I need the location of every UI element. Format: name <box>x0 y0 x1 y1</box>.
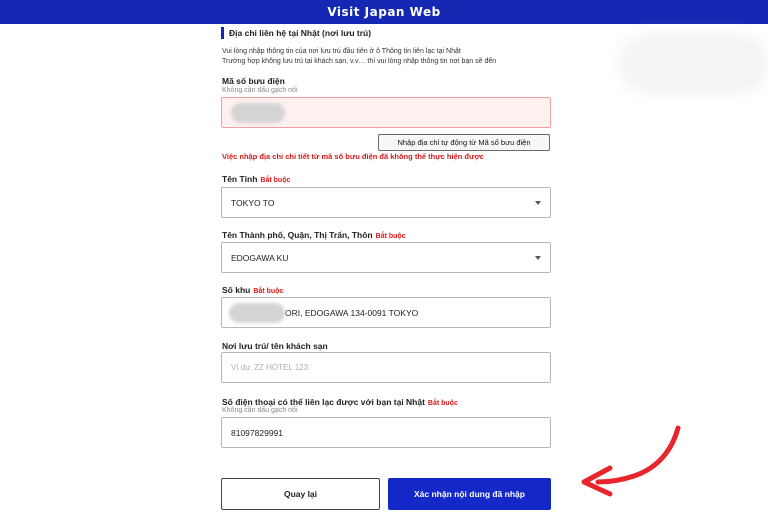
address-value: ORI, EDOGAWA 134-0091 TOKYO <box>285 307 419 318</box>
autofill-address-label: Nhập địa chỉ tự động từ Mã số bưu điện <box>397 138 531 147</box>
phone-label <box>222 397 458 407</box>
prefecture-label <box>222 174 290 184</box>
hotel-input[interactable] <box>221 352 551 383</box>
required-badge: Bắt buộc <box>375 233 406 240</box>
app-header <box>0 0 768 24</box>
city-value: EDOGAWA KU <box>231 252 289 263</box>
address-label-text: Số khu <box>222 285 251 295</box>
blurred-region <box>618 34 768 94</box>
city-label-text: Tên Thành phố, Quận, Thị Trấn, Thôn <box>222 230 373 240</box>
postal-code-input[interactable] <box>221 97 551 128</box>
prefecture-value: TOKYO TO <box>231 197 275 208</box>
required-badge: Bắt buộc <box>253 288 284 295</box>
chevron-down-icon <box>535 256 541 260</box>
autofill-address-button[interactable] <box>378 134 550 151</box>
required-badge: Bắt buộc <box>260 177 291 184</box>
city-select[interactable] <box>221 242 551 273</box>
phone-label-text: Số điện thoại có thể liên lạc được với bạn tại Nhật <box>222 397 425 407</box>
confirm-button[interactable] <box>388 478 551 510</box>
redacted-value <box>229 303 285 323</box>
app-title: Visit Japan Web <box>327 5 441 19</box>
phone-hint: Không cần dấu gạch nối <box>222 407 298 414</box>
confirm-button-label: Xác nhận nội dung đã nhập <box>414 489 525 499</box>
hotel-placeholder: Ví dụ: ZZ HOTEL 123 <box>231 363 309 372</box>
address-label <box>222 285 283 295</box>
section-title: Địa chỉ liên hệ tại Nhật (nơi lưu trú) <box>221 27 371 39</box>
section-note-line2: Trường hợp không lưu trú tại khách sạn, v.v… thì vui lòng nhập thông tin nơi bạn sẽ đến <box>222 58 497 65</box>
phone-input[interactable] <box>221 417 551 448</box>
city-label <box>222 230 406 240</box>
redacted-value <box>231 103 285 123</box>
postal-code-error: Việc nhập địa chỉ chi tiết từ mã số bưu điện đã không thể thực hiện được <box>222 152 484 161</box>
back-button-label: Quay lại <box>283 489 318 499</box>
prefecture-label-text: Tên Tỉnh <box>222 174 258 184</box>
back-button[interactable] <box>221 478 380 510</box>
address-input[interactable] <box>221 297 551 328</box>
postal-code-hint: Không cần dấu gạch nối <box>222 87 298 94</box>
red-arrow-annotation <box>572 420 692 500</box>
prefecture-select[interactable] <box>221 187 551 218</box>
chevron-down-icon <box>535 201 541 205</box>
section-note-line1: Vui lòng nhập thông tin của nơi lưu trú đầu tiên ở ô Thông tin liên lạc tại Nhật <box>222 48 461 55</box>
hotel-label: Nơi lưu trú/ tên khách sạn <box>222 341 328 351</box>
phone-value: 81097829991 <box>231 427 284 438</box>
required-badge: Bắt buộc <box>427 400 458 407</box>
postal-code-label: Mã số bưu điện <box>222 76 285 86</box>
